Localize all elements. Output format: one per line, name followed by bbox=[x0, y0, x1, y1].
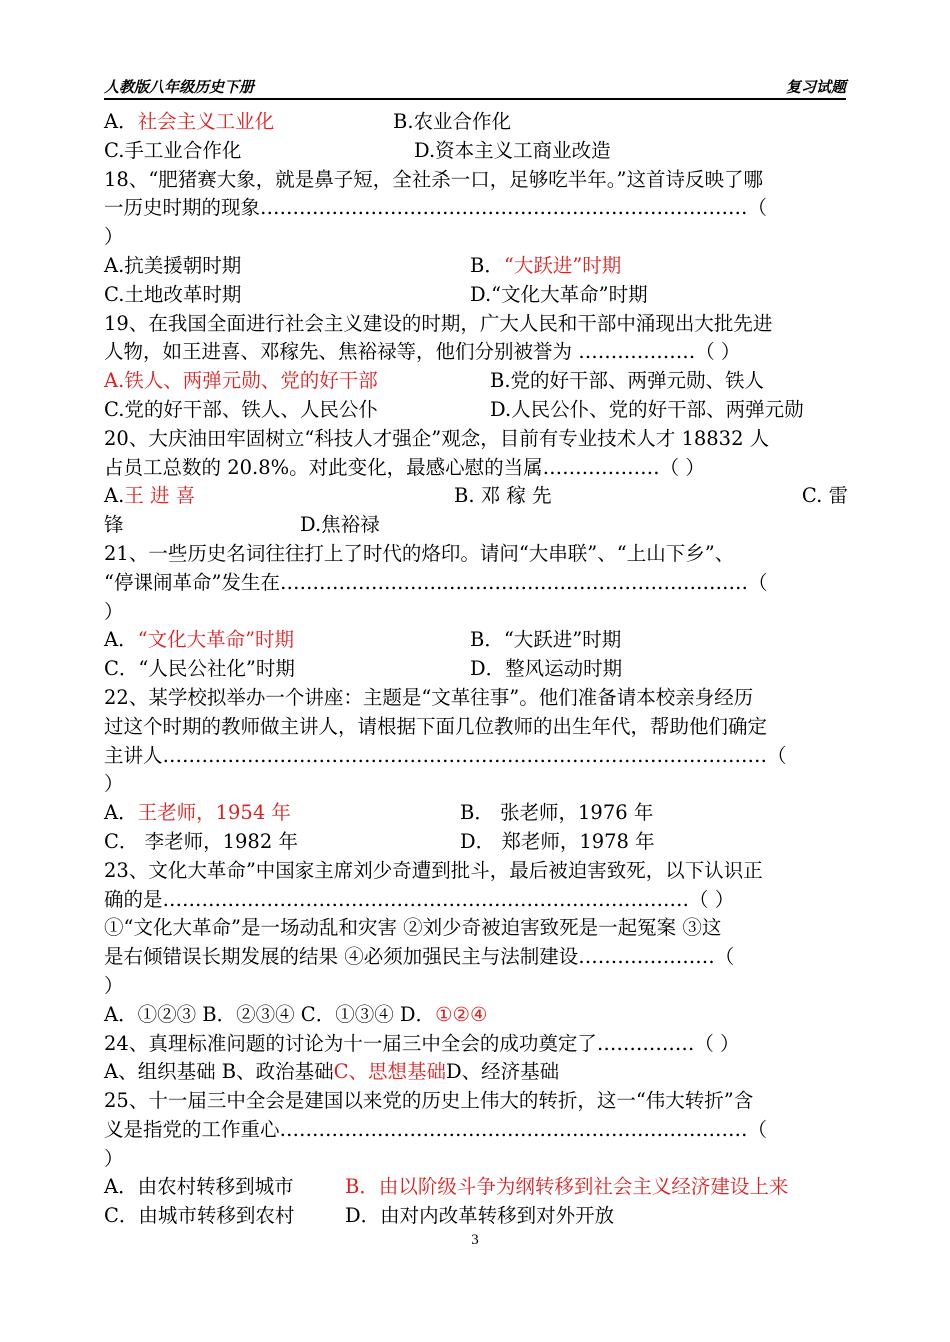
text-line bbox=[104, 770, 848, 799]
line-col-2 bbox=[470, 252, 621, 281]
text-line bbox=[104, 540, 848, 569]
text-line bbox=[104, 511, 848, 540]
text-segment: D．整风运动时期 bbox=[470, 657, 623, 681]
text-segment: “文化大革命”时期 bbox=[137, 628, 295, 652]
line-col-1 bbox=[104, 252, 241, 281]
page-header bbox=[104, 76, 846, 100]
text-line bbox=[104, 943, 848, 972]
line-col-1 bbox=[104, 425, 769, 454]
text-line bbox=[104, 108, 848, 137]
text-line bbox=[104, 1173, 848, 1202]
line-col-2 bbox=[345, 1173, 788, 1202]
line-col-2 bbox=[490, 367, 764, 396]
line-col-1 bbox=[104, 799, 291, 828]
text-segment: A. bbox=[104, 484, 125, 508]
exam-content bbox=[104, 108, 848, 1231]
line-col-2 bbox=[345, 1202, 614, 1231]
text-line bbox=[104, 828, 848, 857]
text-line bbox=[104, 396, 848, 425]
text-segment: 主讲人…………………………………………………………………………………（ bbox=[104, 743, 787, 767]
text-line bbox=[104, 1058, 848, 1087]
line-col-1 bbox=[104, 1202, 294, 1231]
text-segment: ） bbox=[104, 973, 124, 997]
header-title: 人教版八年级历史下册 bbox=[104, 78, 255, 96]
text-segment: 过这个时期的教师做主讲人，请根据下面几位教师的出生年代，帮助他们确定 bbox=[104, 714, 768, 738]
text-segment: B.党的好干部、两弹元勋、铁人 bbox=[490, 369, 765, 393]
line-col-2 bbox=[300, 511, 380, 540]
text-line bbox=[104, 367, 848, 396]
line-col-1 bbox=[104, 166, 763, 195]
line-col-1 bbox=[104, 828, 298, 857]
text-line bbox=[104, 425, 848, 454]
text-segment: 25、十一届三中全会是建国以来党的历史上伟大的转折，这一“伟大转折”含 bbox=[104, 1089, 754, 1113]
text-segment: D.人民公仆、党的好干部、两弹元勋 bbox=[490, 397, 804, 421]
line-col-1 bbox=[104, 886, 734, 915]
text-segment: 19、在我国全面进行社会主义建设的时期，广大人民和干部中涌现出大批先进 bbox=[104, 311, 773, 335]
text-line bbox=[104, 281, 848, 310]
line-col-1 bbox=[104, 281, 241, 310]
text-line bbox=[104, 857, 848, 886]
text-line bbox=[104, 194, 848, 223]
line-col-2 bbox=[393, 108, 511, 137]
text-line bbox=[104, 598, 848, 627]
text-line bbox=[104, 166, 848, 195]
line-col-2 bbox=[454, 482, 552, 511]
text-line bbox=[104, 799, 848, 828]
text-segment: 人物，如王进喜、邓稼先、焦裕禄等，他们分别被誉为 ………………（ ） bbox=[104, 340, 741, 364]
text-segment: B． bbox=[470, 253, 504, 277]
text-segment: 21、一些历史名词往往打上了时代的烙印。请问“大串联”、“上山下乡”、 bbox=[104, 541, 735, 565]
text-segment: A．①②③ B．②③④ C．①③④ D． bbox=[104, 1002, 436, 1026]
text-line bbox=[104, 137, 848, 166]
line-col-1 bbox=[104, 1116, 767, 1145]
text-segment: A． bbox=[104, 110, 138, 133]
line-col-1 bbox=[104, 367, 378, 396]
line-col-1 bbox=[104, 194, 767, 223]
text-segment: 是右倾错误长期发展的结果 ④必须加强民主与法制建设…………………（ bbox=[104, 945, 735, 969]
text-line bbox=[104, 655, 848, 684]
line-col-3 bbox=[802, 482, 848, 511]
text-segment: C、思想基础 bbox=[333, 1060, 447, 1084]
text-segment: 20、大庆油田牢固树立“科技人才强企”观念，目前有专业技术人才 18832 人 bbox=[104, 426, 770, 450]
text-line bbox=[104, 569, 848, 598]
page-number: 3 bbox=[471, 1232, 479, 1248]
text-line bbox=[104, 1087, 848, 1116]
text-segment: “大跃进”时期 bbox=[503, 253, 622, 277]
line-col-1 bbox=[104, 1173, 294, 1202]
line-col-1 bbox=[104, 914, 721, 943]
text-segment: ①②④ bbox=[435, 1002, 488, 1026]
text-segment: A．由农村转移到城市 bbox=[104, 1175, 294, 1199]
line-col-1 bbox=[104, 598, 124, 627]
text-segment: C.手工业合作化 bbox=[104, 138, 242, 162]
text-segment: D、经济基础 bbox=[446, 1060, 560, 1084]
line-col-2 bbox=[470, 655, 622, 684]
line-col-1 bbox=[104, 742, 787, 771]
text-line bbox=[104, 972, 848, 1001]
text-segment: 占员工总数的 20.8%。对此变化，最感心慰的当属………………（ ） bbox=[104, 455, 705, 479]
text-line bbox=[104, 1001, 848, 1030]
text-segment: B．“大跃进”时期 bbox=[470, 628, 622, 652]
line-col-1 bbox=[104, 1058, 559, 1087]
text-line bbox=[104, 310, 848, 339]
text-line bbox=[104, 742, 848, 771]
text-segment: ①“文化大革命”是一场动乱和灾害 ②刘少奇被迫害致死是一起冤案 ③这 bbox=[104, 916, 722, 940]
text-segment: B.农业合作化 bbox=[393, 110, 512, 133]
line-col-1 bbox=[104, 338, 740, 367]
text-line bbox=[104, 914, 848, 943]
text-line bbox=[104, 252, 848, 281]
line-col-2 bbox=[470, 281, 648, 310]
line-col-1 bbox=[104, 713, 767, 742]
line-col-1 bbox=[104, 108, 274, 137]
text-segment: 王老师，1954 年 bbox=[137, 801, 291, 825]
text-line bbox=[104, 482, 848, 511]
text-line bbox=[104, 454, 848, 483]
text-line bbox=[104, 626, 848, 655]
text-line bbox=[104, 1116, 848, 1145]
text-segment: A.铁人、两弹元勋、党的好干部 bbox=[104, 369, 378, 393]
text-segment: C.土地改革时期 bbox=[104, 282, 242, 306]
text-segment: C. 雷 bbox=[801, 484, 848, 508]
text-line bbox=[104, 338, 848, 367]
line-col-1 bbox=[104, 655, 295, 684]
text-segment: 22、某学校拟举办一个讲座：主题是“文革往事”。他们准备请本校亲身经历 bbox=[104, 685, 754, 709]
text-line bbox=[104, 886, 848, 915]
text-segment: D.“文化大革命”时期 bbox=[470, 282, 648, 306]
line-col-1 bbox=[104, 310, 772, 339]
text-segment: 一历史时期的现象…………………………………………………………………（ bbox=[104, 196, 768, 220]
text-segment: 社会主义工业化 bbox=[137, 110, 275, 133]
text-line bbox=[104, 713, 848, 742]
line-col-2 bbox=[470, 626, 621, 655]
line-col-1 bbox=[104, 1001, 488, 1030]
line-col-1 bbox=[104, 511, 124, 540]
text-segment: C.党的好干部、铁人、人民公仆 bbox=[104, 397, 378, 421]
text-line bbox=[104, 223, 848, 252]
text-segment: D．由对内改革转移到对外开放 bbox=[345, 1204, 615, 1228]
text-segment: C．由城市转移到农村 bbox=[104, 1204, 295, 1228]
text-segment: A． bbox=[104, 801, 138, 825]
text-line bbox=[104, 1202, 848, 1231]
text-segment: 23、文化大革命”中国家主席刘少奇遭到批斗，最后被迫害致死，以下认识正 bbox=[104, 858, 763, 882]
line-col-1 bbox=[104, 626, 294, 655]
line-col-1 bbox=[104, 943, 734, 972]
text-segment: 24、真理标准问题的讨论为十一届三中全会的成功奠定了……………（ ） bbox=[104, 1031, 740, 1055]
line-col-2 bbox=[460, 828, 655, 857]
line-col-1 bbox=[104, 396, 378, 425]
line-col-1 bbox=[104, 454, 705, 483]
line-col-2 bbox=[460, 799, 653, 828]
text-line bbox=[104, 1030, 848, 1059]
text-segment: B． 张老师，1976 年 bbox=[460, 801, 654, 825]
text-segment: ） bbox=[104, 599, 124, 623]
text-segment: 义是指党的工作重心………………………………………………………………（ bbox=[104, 1117, 768, 1141]
line-col-1 bbox=[104, 482, 195, 511]
text-line bbox=[104, 684, 848, 713]
text-segment: C． 李老师，1982 年 bbox=[104, 829, 298, 853]
line-col-1 bbox=[104, 223, 124, 252]
text-segment: A、组织基础 B、政治基础 bbox=[104, 1060, 334, 1084]
text-segment: A． bbox=[104, 628, 138, 652]
line-col-1 bbox=[104, 137, 241, 166]
text-segment: C．“人民公社化”时期 bbox=[104, 657, 295, 681]
line-col-2 bbox=[490, 396, 804, 425]
text-segment: ） bbox=[104, 1146, 124, 1170]
text-segment: B. 邓 稼 先 bbox=[454, 484, 552, 508]
text-segment: 18、“肥猪赛大象，就是鼻子短，全社杀一口，足够吃半年。”这首诗反映了哪 bbox=[104, 167, 764, 191]
line-col-1 bbox=[104, 857, 763, 886]
line-col-1 bbox=[104, 569, 767, 598]
text-segment: D.焦裕禄 bbox=[300, 513, 380, 537]
line-col-1 bbox=[104, 770, 124, 799]
line-col-1 bbox=[104, 1087, 753, 1116]
text-segment: 确的是………………………………………………………………………（ ） bbox=[104, 887, 735, 911]
text-segment: A.抗美援朝时期 bbox=[104, 253, 242, 277]
text-segment: 锋 bbox=[104, 513, 124, 537]
line-col-1 bbox=[104, 684, 753, 713]
text-line bbox=[104, 1145, 848, 1174]
header-subtitle: 复习试题 bbox=[785, 78, 846, 96]
text-segment: 王 进 喜 bbox=[124, 484, 196, 508]
line-col-1 bbox=[104, 972, 124, 1001]
text-segment: “停课闹革命”发生在………………………………………………………………（ bbox=[104, 570, 768, 594]
text-segment: ） bbox=[104, 772, 124, 796]
text-segment: B．由以阶级斗争为纲转移到社会主义经济建设上来 bbox=[345, 1175, 789, 1199]
text-segment: D． 郑老师，1978 年 bbox=[460, 829, 655, 853]
line-col-2 bbox=[414, 137, 611, 166]
line-col-1 bbox=[104, 1145, 124, 1174]
text-segment: D.资本主义工商业改造 bbox=[414, 138, 611, 162]
line-col-1 bbox=[104, 540, 734, 569]
line-col-1 bbox=[104, 1030, 740, 1059]
text-segment: ） bbox=[104, 225, 124, 249]
